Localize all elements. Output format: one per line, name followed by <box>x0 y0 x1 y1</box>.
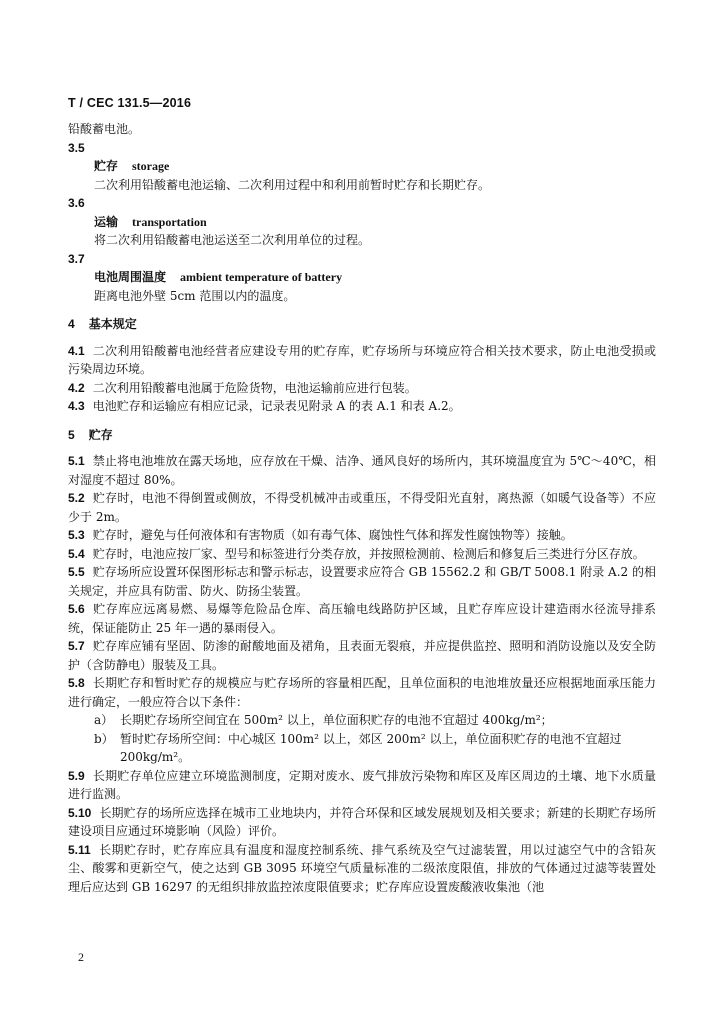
term-zh: 运输 <box>94 214 119 229</box>
clause <box>68 674 656 711</box>
clause-text: 贮存时，电池不得倒置或侧放，不得受机械冲击或重压，不得受阳光直射，离热源（如暖气设备等）不应少于 2m。 <box>68 491 656 524</box>
clause-number: 5.4 <box>68 546 85 561</box>
list-item <box>68 711 656 730</box>
clause <box>68 563 656 600</box>
term-title <box>68 157 656 176</box>
clause <box>68 804 656 841</box>
clause-number: 5.1 <box>68 454 85 468</box>
term-en: storage <box>132 159 170 173</box>
term-definition: 二次利用铅酸蓄电池运输、二次利用过程中和利用前暂时贮存和长期贮存。 <box>94 177 491 192</box>
section-number: 4 <box>68 317 75 331</box>
clause-text: 长期贮存的场所应选择在城市工业地块内，并符合环保和区域发展规划及相关要求；新建的长期贮存场所建设项目应通过环境影响（风险）评价。 <box>68 805 656 838</box>
clause-number: 4.1 <box>68 343 85 358</box>
list-item <box>68 730 656 749</box>
clause-number: 5.6 <box>68 602 85 616</box>
clause-number: 5.2 <box>68 491 85 505</box>
clause-text: 电池贮存和运输应有相应记录，记录表见附录 A 的表 A.1 和表 A.2。 <box>92 399 461 413</box>
term-number: 3.6 <box>68 196 85 210</box>
clause-text: 长期贮存和暂时贮存的规模应与贮存场所的容量相匹配，且单位面积的电池堆放量还应根据地面承压能力进行确定，一般应符合以下条件： <box>68 676 656 709</box>
clause <box>68 637 656 674</box>
clause-text: 贮存库应铺有坚固、防渗的耐酸地面及裙角，且表面无裂痕，并应提供监控、照明和消防设施以及安全防护（含防静电）服装及工具。 <box>68 639 656 672</box>
term-number: 3.7 <box>68 251 85 266</box>
list-item-text: 长期贮存场所空间宜在 500m² 以上，单位面积贮存的电池不宜超过 400kg/m²； <box>120 713 553 727</box>
page-number: 2 <box>78 950 84 964</box>
term-en: ambient temperature of battery <box>180 270 343 284</box>
clause-text: 贮存库应远离易燃、易爆等危险品仓库、高压输电线路防护区域，且贮存库应设计建造雨水径流导排系统，保证能防止 25 年一遇的暴雨侵入。 <box>68 602 656 635</box>
term-title <box>68 213 656 232</box>
clause-number: 5.3 <box>68 528 85 542</box>
clause-text: 贮存时，电池应按厂家、型号和标签进行分类存放，并按照检测前、检测后和修复后三类进行分区存放。 <box>92 546 645 561</box>
term-definition: 距离电池外壁 5cm 范围以内的温度。 <box>94 288 296 303</box>
clause <box>68 841 656 897</box>
clause-number: 4.3 <box>68 399 85 413</box>
clause-text: 贮存场所应设置环保图形标志和警示标志，设置要求应符合 GB 15562.2 和 GB/T 5008.1 附录 A.2 的相关规定，并应具有防雷、防火、防扬尘装置。 <box>68 565 656 598</box>
term-zh: 电池周围温度 <box>94 270 167 284</box>
clause-text: 长期贮存时，贮存库应具有温度和湿度控制系统、排气系统及空气过滤装置，用以过滤空气中的含铅灰尘、酸雾和更新空气，使之达到 GB 3095 环境空气质量标准的二级浓度限值，排放的气体通过过滤等装置处理后应达到 GB 16297 的无组织排放监控浓度限值要求；贮存库应设置废酸液收集池（池 <box>68 842 657 894</box>
clause-number: 5.5 <box>68 565 85 579</box>
section-title: 贮存 <box>88 427 113 442</box>
clause-text: 禁止将电池堆放在露天场地，应存放在干燥、洁净、通风良好的场所内，其环境温度宜为 5℃～40℃，相对湿度不超过 80%。 <box>68 454 656 487</box>
term-zh: 贮存 <box>94 159 119 173</box>
document-body <box>68 120 656 896</box>
clause <box>68 397 656 416</box>
standard-header: T / CEC 131.5—2016 <box>68 96 192 110</box>
list-marker: b） <box>94 731 114 746</box>
clause-number: 5.9 <box>68 768 85 783</box>
term-number: 3.5 <box>68 140 85 155</box>
clause <box>68 342 656 379</box>
clause <box>68 526 656 545</box>
section-title: 基本规定 <box>88 317 137 331</box>
clause <box>68 489 656 526</box>
term-title <box>68 268 656 287</box>
clause-text: 贮存时，避免与任何液体和有害物质（如有毒气体、腐蚀性气体和挥发性腐蚀物等）接触。 <box>92 528 573 542</box>
clause-number: 5.7 <box>68 639 85 653</box>
clause <box>68 379 656 398</box>
term-en: transportation <box>132 214 207 229</box>
section-heading-4 <box>68 315 656 334</box>
clause-number: 4.2 <box>68 380 85 395</box>
term-definition: 将二次利用铅酸蓄电池运送至二次利用单位的过程。 <box>94 233 371 247</box>
list-marker: a） <box>94 713 114 727</box>
clause-number: 5.11 <box>68 842 91 857</box>
section-number: 5 <box>68 427 75 442</box>
list-item-continuation: 200kg/m²。 <box>120 750 191 764</box>
clause <box>68 452 656 489</box>
clause-number: 5.10 <box>68 805 92 820</box>
clause <box>68 600 656 637</box>
clause <box>68 767 656 804</box>
list-item-text: 暂时贮存场所空间：中心城区 100m² 以上，郊区 200m² 以上，单位面积贮存的电池不宜超过 <box>120 731 622 746</box>
clause <box>68 545 656 564</box>
clause-text: 二次利用铅酸蓄电池经营者应建设专用的贮存库，贮存场所与环境应符合相关技术要求，防止电池受损或污染周边环境。 <box>68 343 656 376</box>
clause-text: 长期贮存单位应建立环境监测制度，定期对废水、废气排放污染物和库区及库区周边的土壤、地下水质量进行监测。 <box>68 768 656 801</box>
section-heading-5 <box>68 426 656 445</box>
clause-text: 二次利用铅酸蓄电池属于危险货物，电池运输前应进行包装。 <box>92 380 417 395</box>
clause-number: 5.8 <box>68 676 85 690</box>
intro-text: 铅酸蓄电池。 <box>68 122 141 136</box>
